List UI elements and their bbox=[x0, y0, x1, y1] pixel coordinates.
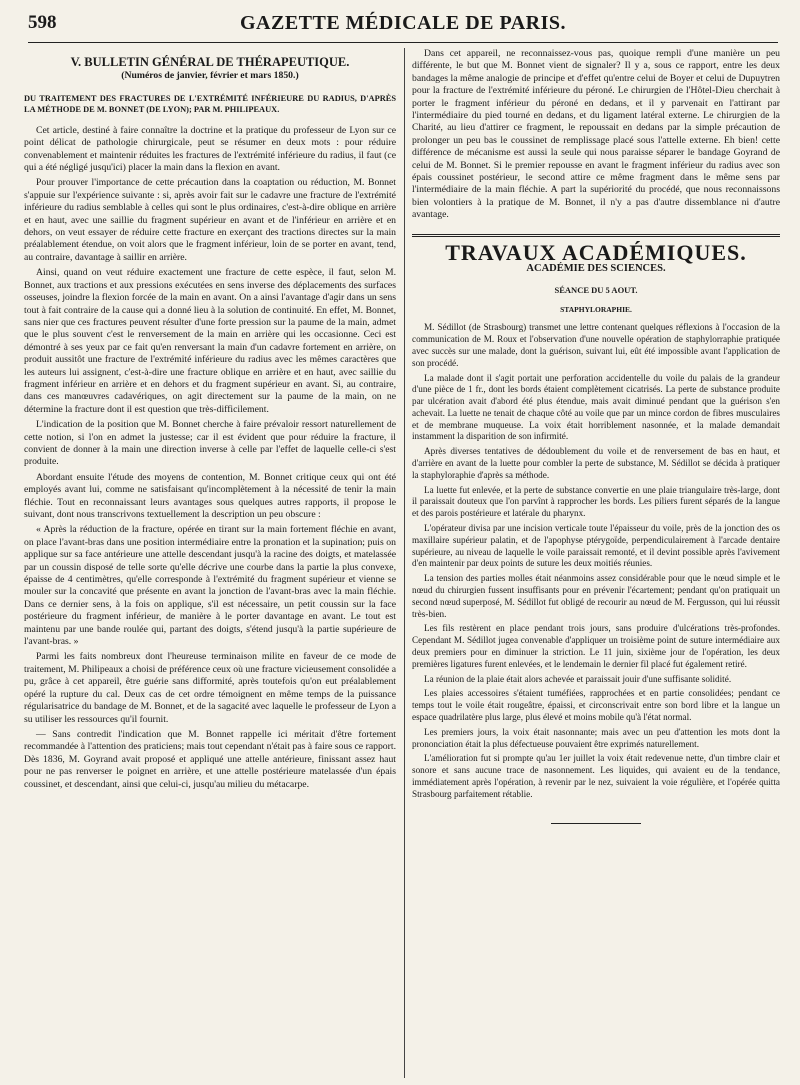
left-column bbox=[24, 48, 396, 1078]
paragraph: L'amélioration fut si prompte qu'au 1er juillet la voix était redevenue nette, d'un timbre clair et sonore et sans aucune trace de nasonnement. Les liquides, qui avaient eu de la tendance, immédiatement après l'opération, à revenir par le nez, suivaient la voie régulière, et l'opérée quitta Strasbourg parfaitement rétablie. bbox=[412, 753, 780, 799]
paragraph: — Sans contredit l'indication que M. Bonnet rappelle ici méritait d'être fortement recommandée à l'attention des praticiens; mais tout cependant n'était pas à faire sous ce rapport. Dès 1836, M. Goyrand avait proposé et appliqué une attelle antérieure, finissant assez haut pour ne pas renverser le poignet en arrière, et une attelle postérieure matelassée d'un épais coussinet, et descendant, ainsi que celui-ci, jusqu'au milieu du métacarpe. bbox=[24, 728, 396, 790]
topic-heading: STAPHYLORAPHIE. bbox=[560, 304, 632, 314]
paragraph: Cet article, destiné à faire connaître la doctrine et la pratique du professeur de Lyon sur ce point délicat de pathologie chirurgicale, peut se résumer en deux mots : pour réduire convenablement et maintenir réduites les fractures de l'extrémité inférieure du radius, il faut (ce qui a été négligé jusqu'ici) placer la main dans la flexion en avant. bbox=[24, 124, 396, 174]
end-rule bbox=[551, 823, 641, 824]
paragraph: L'opérateur divisa par une incision verticale toute l'épaisseur du voile, près de la jonction des os maxillaire supérieur palatin, et de l'apophyse ptérygoïde, perpendiculairement à l'arcade dentaire supérieure, au niveau de laquelle le voile paraissait remonté, et il devint possible après l'avivement d'en maintenir par deux points de suture les deux moitiés réunies. bbox=[412, 523, 780, 569]
paragraph: Après diverses tentatives de dédoublement du voile et de renversement de bas en haut, et d'arrière en avant de la luette pour combler la perte de substance, M. Sédillot se décida à pratiquer la staphyloraphie d'après sa méthode. bbox=[412, 446, 780, 480]
paragraph: Parmi les faits nombreux dont l'heureuse terminaison milite en faveur de ce mode de traitement, M. Philipeaux a choisi de préférence ceux où une fracture vicieusement consolidée a pu, grâce à cet appareil, être guérie sans difformité, après toutefois qu'on eut préalablement opéré la rupture du cal. Deux cas de cet ordre témoignent en même temps de la puissance régularisatrice du bandage de M. Bonnet, et de la sagacité avec laquelle le professeur de Lyon a su utiliser les ressources qu'il fournit. bbox=[24, 651, 396, 725]
quoted-description: « Après la réduction de la fracture, opérée en tirant sur la main fortement fléchie en avant, on place l'avant-bras dans une position intermédiaire entre la pronation et la supination; puis on applique sur sa face antérieure une attelle descendant jusqu'à la racine des doigts, et matelassée par un coussin disposé de telle sorte qu'elle décrive une courbe dans la partie la plus convexe, épaisse de 4 centimètres, qu'elle corresponde à l'extrémité du fragment supérieur et vienne se mouler sur la concavité que présente en avant la jonction de l'avant-bras avec la main fléchie. Dans ce dernier sens, à la fois on applique, s'il est nécessaire, un petit coussin sur la face postérieure du fragment inférieur, de manière à le porter davantage en avant. Le tout est maintenu par une bande roulée qui, partant des doigts, s'étend jusqu'à la partie supérieure de l'avant-bras. » bbox=[24, 524, 396, 648]
section-heading: V. BULLETIN GÉNÉRAL DE THÉRAPEUTIQUE. bbox=[70, 55, 350, 69]
seance-heading: SÉANCE DU 5 AOUT. bbox=[554, 284, 638, 295]
paragraph: Les premiers jours, la voix était nasonnante; mais avec un peu d'attention les mots dont la prononciation était la plus défectueuse pouvaient être exprimés naturellement. bbox=[412, 726, 780, 749]
section-rule bbox=[412, 234, 780, 237]
paragraph: La réunion de la plaie était alors achevée et paraissait jouir d'une suffisante solidité. bbox=[424, 673, 732, 684]
paragraph: L'indication de la position que M. Bonnet cherche à faire prévaloir ressort naturellement de cette notion, si l'on en admet la justesse; car il est évident que pour réduire la fracture, il convient de donner à la main une direction inverse à celle par l'effet de laquelle celle-ci s'est produite. bbox=[24, 419, 396, 468]
paragraph: Les fils restèrent en place pendant trois jours, sans produire d'ulcérations très-profondes. Cependant M. Sédillot jugea convenable d'appliquer un troisième point de suture intermédiaire aux deux premiers pour en diminuer la striction. Le 11 juin, sixième jour de l'opération, les deux premières ligatures furent enlevées, et le lendemain le dernier fil placé fut également retiré. bbox=[412, 623, 780, 669]
academy-heading: ACADÉMIE DES SCIENCES. bbox=[526, 263, 666, 275]
section-subheading: (Numéros de janvier, février et mars 1850.) bbox=[121, 70, 299, 82]
paragraph: Les plaies accessoires s'étaient tuméfiées, rapprochées et en partie consolidées; pendant ce temps tout le voile était rougeâtre, épaissi, et circonscrivait entre son bord libre et la langue un espace quadrilatère plus large, plus élevé et moins mobile qu'à l'état normal. bbox=[412, 688, 780, 723]
paragraph: Abordant ensuite l'étude des moyens de contention, M. Bonnet critique ceux qui ont été employés avant lui, comme ne satisfaisant qu'incomplètement à la nécessité de tenir la main fléchie. Tout en reconnaissant leurs avantages sous quelques autres rapports, il propose le suivant, dont nous transcrivons textuellement la description un peu obscure : bbox=[24, 471, 396, 520]
paragraph: M. Sédillot (de Strasbourg) transmet une lettre contenant quelques réflexions à l'occasion de la communication de M. Roux et l'observation d'une nouvelle opération de staphylorraphie pratiquée avec succès sur une malade, dont la guérison, suivant lui, eût été impossible avant l'application de son procédé. bbox=[412, 322, 780, 368]
journal-title: GAZETTE MÉDICALE DE PARIS. bbox=[239, 12, 567, 34]
column-divider bbox=[404, 48, 405, 1078]
right-column bbox=[412, 48, 780, 1078]
travaux-title: TRAVAUX ACADÉMIQUES. bbox=[445, 239, 747, 265]
paragraph: La malade dont il s'agit portait une perforation accidentelle du voile du palais de la grandeur d'une pièce de 1 fr., dont les bords étaient complètement cicatrisés. La perte de substance produite par ulcération avait d'abord été plus étendue, mais avait diminué pendant que la guérison s'en achevait. La luette ne tenait de chaque côté au voile que par un mince cordon de fibres musculaires et de membrane muqueuse. La voix était horriblement nasonnée, et la malade demandait instamment la disparition de son infirmité. bbox=[412, 372, 780, 442]
paragraph: La tension des parties molles était néanmoins assez considérable pour que le nœud simple et le nœud du chirurgien fussent insuffisants pour en prévenir l'écartement; pendant qu'on pratiquait un second nœud superposé, M. Sédillot fut obligé de recourir au nœud de M. Fergusson, qui lui réussit très-bien. bbox=[412, 573, 780, 619]
page-header bbox=[28, 12, 778, 43]
paragraph: Pour prouver l'importance de cette précaution dans la coaptation ou réduction, M. Bonnet s'appuie sur l'expérience suivante : si, après avoir fait sur le cadavre une fracture de l'extrémité inférieure du radius semblable à celles qui sont le plus ordinaires, c'est-à-dire oblique en arrière et en haut, avec une saillie du fragment supérieur en avant et de l'inférieur en arrière et en dehors, on veut essayer de réduire cette fracture en exerçant des tractions directes sur la main préalablement étendue, on voit alors que le fragment inférieur, loin de se porter en avant, tend, au contraire, davantage à saillir en arrière. bbox=[24, 177, 396, 263]
paragraph: Ainsi, quand on veut réduire exactement une fracture de cette espèce, il faut, selon M. Bonnet, aux tractions et aux pressions exécutées en sens inverse des déplacements des surfaces osseuses, joindre la flexion forcée de la main en avant. On a ainsi l'avantage d'agir dans un sens tout à fait contraire de la cause qui a donné lieu à la solution de continuité. En effet, M. Bonnet, sans nier que ces fractures peuvent résulter d'une forte pression sur la paume de la main, admet que le plus souvent c'est le renversement de la main en arrière qui les occasionne. Ceci est démontré à ses yeux par ce fait qu'en renversant la main d'un cadavre fortement en arrière, on produit aussitôt une fracture de l'extrémité inférieure du radius avec les mêmes caractères que les auteurs lui assignent, c'est-à-dire une fracture oblique en arrière et en haut, avec saillie du fragment inférieur en arrière et en dehors et du fragment supérieur en avant. Si, au contraire, dans ces manœuvres cadavériques, on agit directement sur la paume de la main, on ne détermine la fracture dont il est question que très-difficilement. bbox=[24, 267, 396, 415]
paragraph: La luette fut enlevée, et la perte de substance convertie en une plaie triangulaire très-large, dont il paraissait douteux que l'on parvînt à rapprocher les bords. Les piliers furent séparés de la langue et des parois postérieure et latérale du pharynx. bbox=[412, 484, 780, 519]
continued-paragraph: Dans cet appareil, ne reconnaissez-vous pas, quoique rempli d'une manière un peu différente, le but que M. Bonnet vient de signaler? Il y a, sous ce rapport, entre les deux bandages la même analogie de principe et d'effet qu'entre celui de Boyer et celui de Dupuytren pour la fracture de l'extrémité inférieure du péroné. Le chirurgien de l'Hôtel-Dieu cherchait à porter le fragment inférieur du péroné en dedans, et il y parvenait en l'attirant par l'intermédiaire du pied tourné en dedans, et du ligament latéral externe. Le chirurgien de la Charité, au lieu d'attirer ce fragment, le repoussait en dedans par la simple précaution de prolonger un peu bas le coussinet de remplissage placé sous l'attelle externe. Eh bien! cette différence de mécanisme est aussi la seule qui nous paraisse séparer le bandage Goyrand de celui de M. Bonnet. Si le premier repousse en avant le fragment inférieur du radius avec son épais coussinet postérieur, le second attire ce même fragment dans le même sens par l'intermédiaire de la main fléchie. A part la supériorité du procédé, que nous reconnaissons bien volontiers à la pratique de M. Bonnet, il n'y a pas d'autre dissemblance ni d'autre avantage. bbox=[412, 48, 780, 221]
article-title: DU TRAITEMENT DES FRACTURES DE L'EXTRÉMITÉ INFÉRIEURE DU RADIUS, D'APRÈS LA MÉTHODE DE M. BONNET (DE LYON); PAR M. PHILIPEAUX. bbox=[24, 93, 396, 114]
page-number: 598 bbox=[28, 12, 57, 33]
